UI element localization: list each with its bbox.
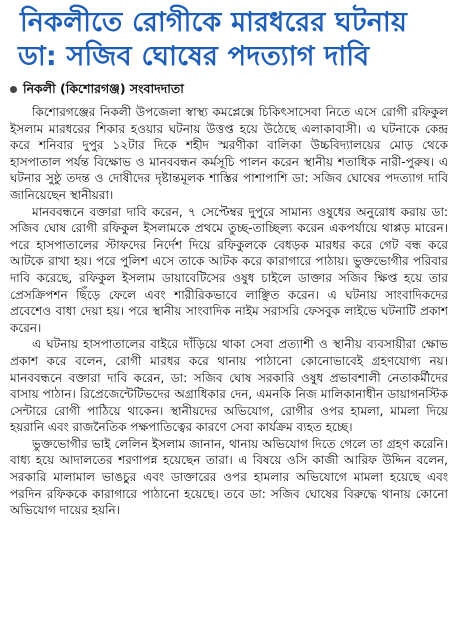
paragraph-2: মানববন্ধনে বক্তারা দাবি করেন, ৭ সেপ্টেম্বর দুপুরে সামান্য ওষুধের অনুরোধ করায় ডা: সজিব ঘোষ রোগী রফিকুল ইসলামকে প্রথমে তুচ্ছ-তাচ্ছিল্য করেন একপর্যায়ে থাপ্পড় মারেন। পরে হাসপাতালের স্টাফদের নির্দেশ দিয়ে রফিকুলকে বেধড়ক মারধর করে গেট বন্ধ করে আটকে রাখা হয়। পরে পুলিশ এসে তাকে আটক করে কারাগারে পাঠায়। ভুক্তভোগীর পরিবার দাবি করেছে, রফিকুল ইসলাম ডায়াবেটিসের ওষুধ চাইলে ডাক্তার সজিব ক্ষিপ্ত হয়ে তার প্রেসক্রিপশন ছিঁড়ে ফেলে এবং শারীরিকভাবে লাঞ্ছিত করেন। এ ঘটনায় সাংবাদিকদের প্রবেশেও বাধা দেয়া হয়। পরে স্থানীয় সাংবাদিক নাইম সরাসরি ফেসবুক লাইভে ঘটনাটি প্রকাশ করেন।: [10, 204, 448, 335]
byline-text: নিকলী (কিশোরগঞ্জ) সংবাদদাতা: [23, 81, 184, 96]
bullet-icon: [10, 86, 17, 93]
byline: [10, 80, 448, 98]
paragraph-4: ভুক্তভোগীর ভাই লেলিন ইসলাম জানান, থানায় অভিযোগ দিতে গেলে তা গ্রহণ করেনি। বাধ্য হয়ে আদালতের শরণাপন্ন হয়েছেন তারা। এ বিষয়ে ওসি কাজী আরিফ উদ্দিন বলেন, সরকারি মালামাল ভাঙচুর এবং ডাক্তারের ওপর হামলার অভিযোগে মামলা হয়েছে এবং পরদিন রফিককে কারাগারে পাঠানো হয়েছে। তবে ডা: সজিব ঘোষের বিরুদ্ধে থানায় কোনো অভিযোগ দায়ের হয়নি।: [10, 436, 448, 518]
headline-line-2: ডা: সজিব ঘোষের পদত্যাগ দাবি: [18, 41, 370, 72]
article-body: [10, 104, 448, 519]
paragraph-3: এ ঘটনায় হাসপাতালের বাইরে দাঁড়িয়ে থাকা সেবা প্রত্যাশী ও স্থানীয় ব্যবসায়ীরা ক্ষোভ প্রকাশ করে বলেন, রোগী মারধর করে থানায় পাঠানো কোনোভাবেই গ্রহণযোগ্য নয়। মানববন্ধনে বক্তারা দাবি করেন, ডা: সজিব ঘোষ সরকারি ওষুধ প্রভাবশালী নেতাকর্মীদের বাসায় পাঠান। রিপ্রেজেন্টেটিভদের অগ্রাধিকার দেন, এমনকি নিজ মালিকানাধীন ডায়াগনস্টিক সেন্টারে রোগী পাঠিয়ে থাকেন। স্থানীয়দের অভিযোগ, রোগীর ওপর হামলা, মামলা দিয়ে হয়রানি এবং রাজনৈতিক পক্ষপাতিত্বের কারণে সেবা কার্যক্রম ব্যহত হচ্ছে।: [10, 337, 448, 435]
paragraph-1: কিশোরগঞ্জের নিকলী উপজেলা স্বাস্থ্য কমপ্লেক্সে চিকিৎসাসেবা নিতে এসে রোগী রফিকুল ইসলাম মারধরের শিকার হওয়ার ঘটনায় উত্তপ্ত হয়ে উঠেছে এলাকাবাসী। এ ঘটনাকে কেন্দ্র করে শনিবার দুপুর ১২টার দিকে শহীদ স্মরণীকা বালিকা উচ্চবিদ্যালয়ের মোড় থেকে হাসপাতাল পর্যন্ত বিক্ষোভ ও মানববন্ধন কর্মসূচি পালন করেন স্থানীয় শতাধিক নারী-পুরুষ। এ ঘটনার সুষ্ঠু তদন্ত ও দোষীদের দৃষ্টান্তমূলক শাস্তির পাশাপাশি ডা: সজিব ঘোষের পদত্যাগ দাবি জানিয়েছেন স্থানীয়রা।: [10, 105, 448, 202]
headline-line-1: নিকলীতে রোগীকে মারধরের ঘটনায়: [20, 7, 408, 38]
